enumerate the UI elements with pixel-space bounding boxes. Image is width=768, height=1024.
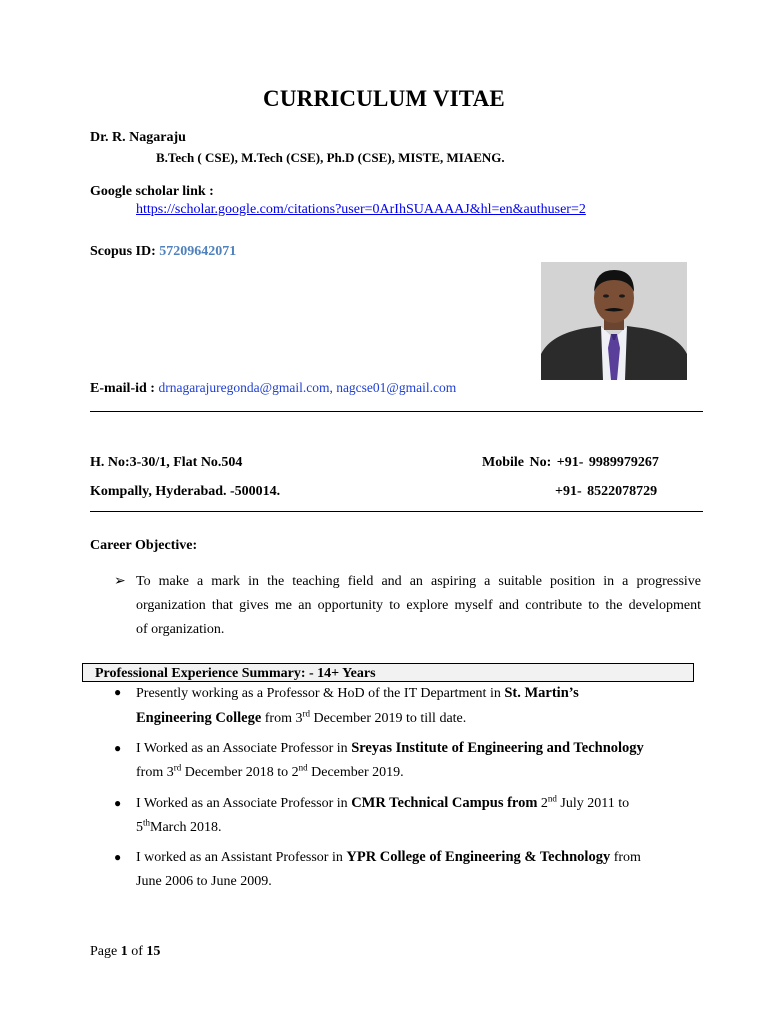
experience-text: from 3 <box>136 765 174 780</box>
qualifications: B.Tech ( CSE), M.Tech (CSE), Ph.D (CSE), MISTE, MIAENG. <box>156 150 505 165</box>
email-row <box>90 380 456 397</box>
bullet-dot-icon: ● <box>114 796 122 810</box>
experience-text: I worked as an Assistant Professor in <box>136 850 343 865</box>
profile-photo-image <box>541 262 687 380</box>
experience-heading: Professional Experience Summary: - 14+ Years <box>82 663 694 682</box>
divider-bottom <box>90 511 703 512</box>
address-line1: H. No:3-30/1, Flat No.504 <box>90 455 243 470</box>
arrow-bullet-icon: ➢ <box>114 574 126 589</box>
experience-text: December 2019 to till date. <box>313 711 467 726</box>
experience-text: I Worked as an Associate Professor in <box>136 796 348 811</box>
experience-item <box>136 791 629 840</box>
experience-text: July 2011 to <box>560 796 630 811</box>
experience-org: St. Martin’s <box>504 685 579 701</box>
email-label: E-mail-id : <box>90 381 155 396</box>
experience-text: Presently working as a Professor & HoD of the IT Department in <box>136 686 501 701</box>
bullet-dot-icon: ● <box>114 685 122 699</box>
career-objective-heading: Career Objective: <box>90 538 198 553</box>
experience-text: December 2019. <box>311 765 404 780</box>
mobile-label: Mobile No: <box>482 455 552 470</box>
experience-text: I Worked as an Associate Professor in <box>136 741 348 756</box>
bullet-dot-icon: ● <box>114 850 122 864</box>
experience-org: Sreyas Institute of Engineering and Technology <box>351 740 644 756</box>
scopus-label: Scopus ID: <box>90 244 156 259</box>
experience-text: March 2018. <box>150 820 222 835</box>
page-word: Page <box>90 944 118 959</box>
candidate-name: Dr. R. Nagaraju <box>90 130 186 145</box>
experience-org: YPR College of Engineering & Technology <box>346 849 611 865</box>
experience-text: December 2018 to 2 <box>184 765 299 780</box>
profile-photo <box>541 262 687 380</box>
page-number <box>90 944 160 960</box>
experience-text: from <box>613 850 641 865</box>
email-addresses[interactable]: drnagarajuregonda@gmail.com, nagcse01@gmail.com <box>158 380 457 395</box>
experience-text: June 2006 to June 2009. <box>136 874 272 889</box>
ordinal-suffix: rd <box>302 708 310 719</box>
bullet-dot-icon: ● <box>114 741 122 755</box>
page-current: 1 <box>120 944 128 959</box>
google-scholar-label: Google scholar link : <box>90 184 214 199</box>
career-objective-line2: organization that gives me an opportunity to explore myself and contribute to the development <box>136 598 701 613</box>
scopus-row <box>90 244 236 260</box>
experience-item <box>136 681 579 731</box>
divider-top <box>90 411 703 412</box>
career-objective-line3: of organization. <box>136 622 225 637</box>
ordinal-suffix: rd <box>173 762 182 773</box>
mobile-number-2: +91- 8522078729 <box>555 484 658 499</box>
experience-org: Engineering College <box>136 710 262 726</box>
experience-item <box>136 736 644 785</box>
experience-text: from 3 <box>264 711 303 726</box>
google-scholar-link[interactable]: https://scholar.google.com/citations?user=0ArIhSUAAAAJ&hl=en&authuser=2 <box>136 202 586 217</box>
experience-text: 5 <box>136 820 143 835</box>
ordinal-suffix: th <box>143 817 151 828</box>
experience-text: 2 <box>540 796 548 811</box>
experience-item <box>136 845 641 894</box>
address-line2: Kompally, Hyderabad. -500014. <box>90 484 281 499</box>
page-of-word: of <box>131 944 143 959</box>
mobile-number-1: +91- 9989979267 <box>556 455 659 470</box>
mobile-row-1 <box>482 455 659 471</box>
experience-org: CMR Technical Campus from <box>351 795 538 811</box>
career-objective-line1: To make a mark in the teaching field and an aspiring a suitable position in a progressive <box>136 574 701 589</box>
career-objective-text <box>136 570 701 642</box>
ordinal-suffix: nd <box>298 762 308 773</box>
ordinal-suffix: nd <box>547 793 557 804</box>
scopus-id: 57209642071 <box>159 244 237 259</box>
page-total: 15 <box>146 944 161 959</box>
page-title: CURRICULUM VITAE <box>263 86 505 111</box>
